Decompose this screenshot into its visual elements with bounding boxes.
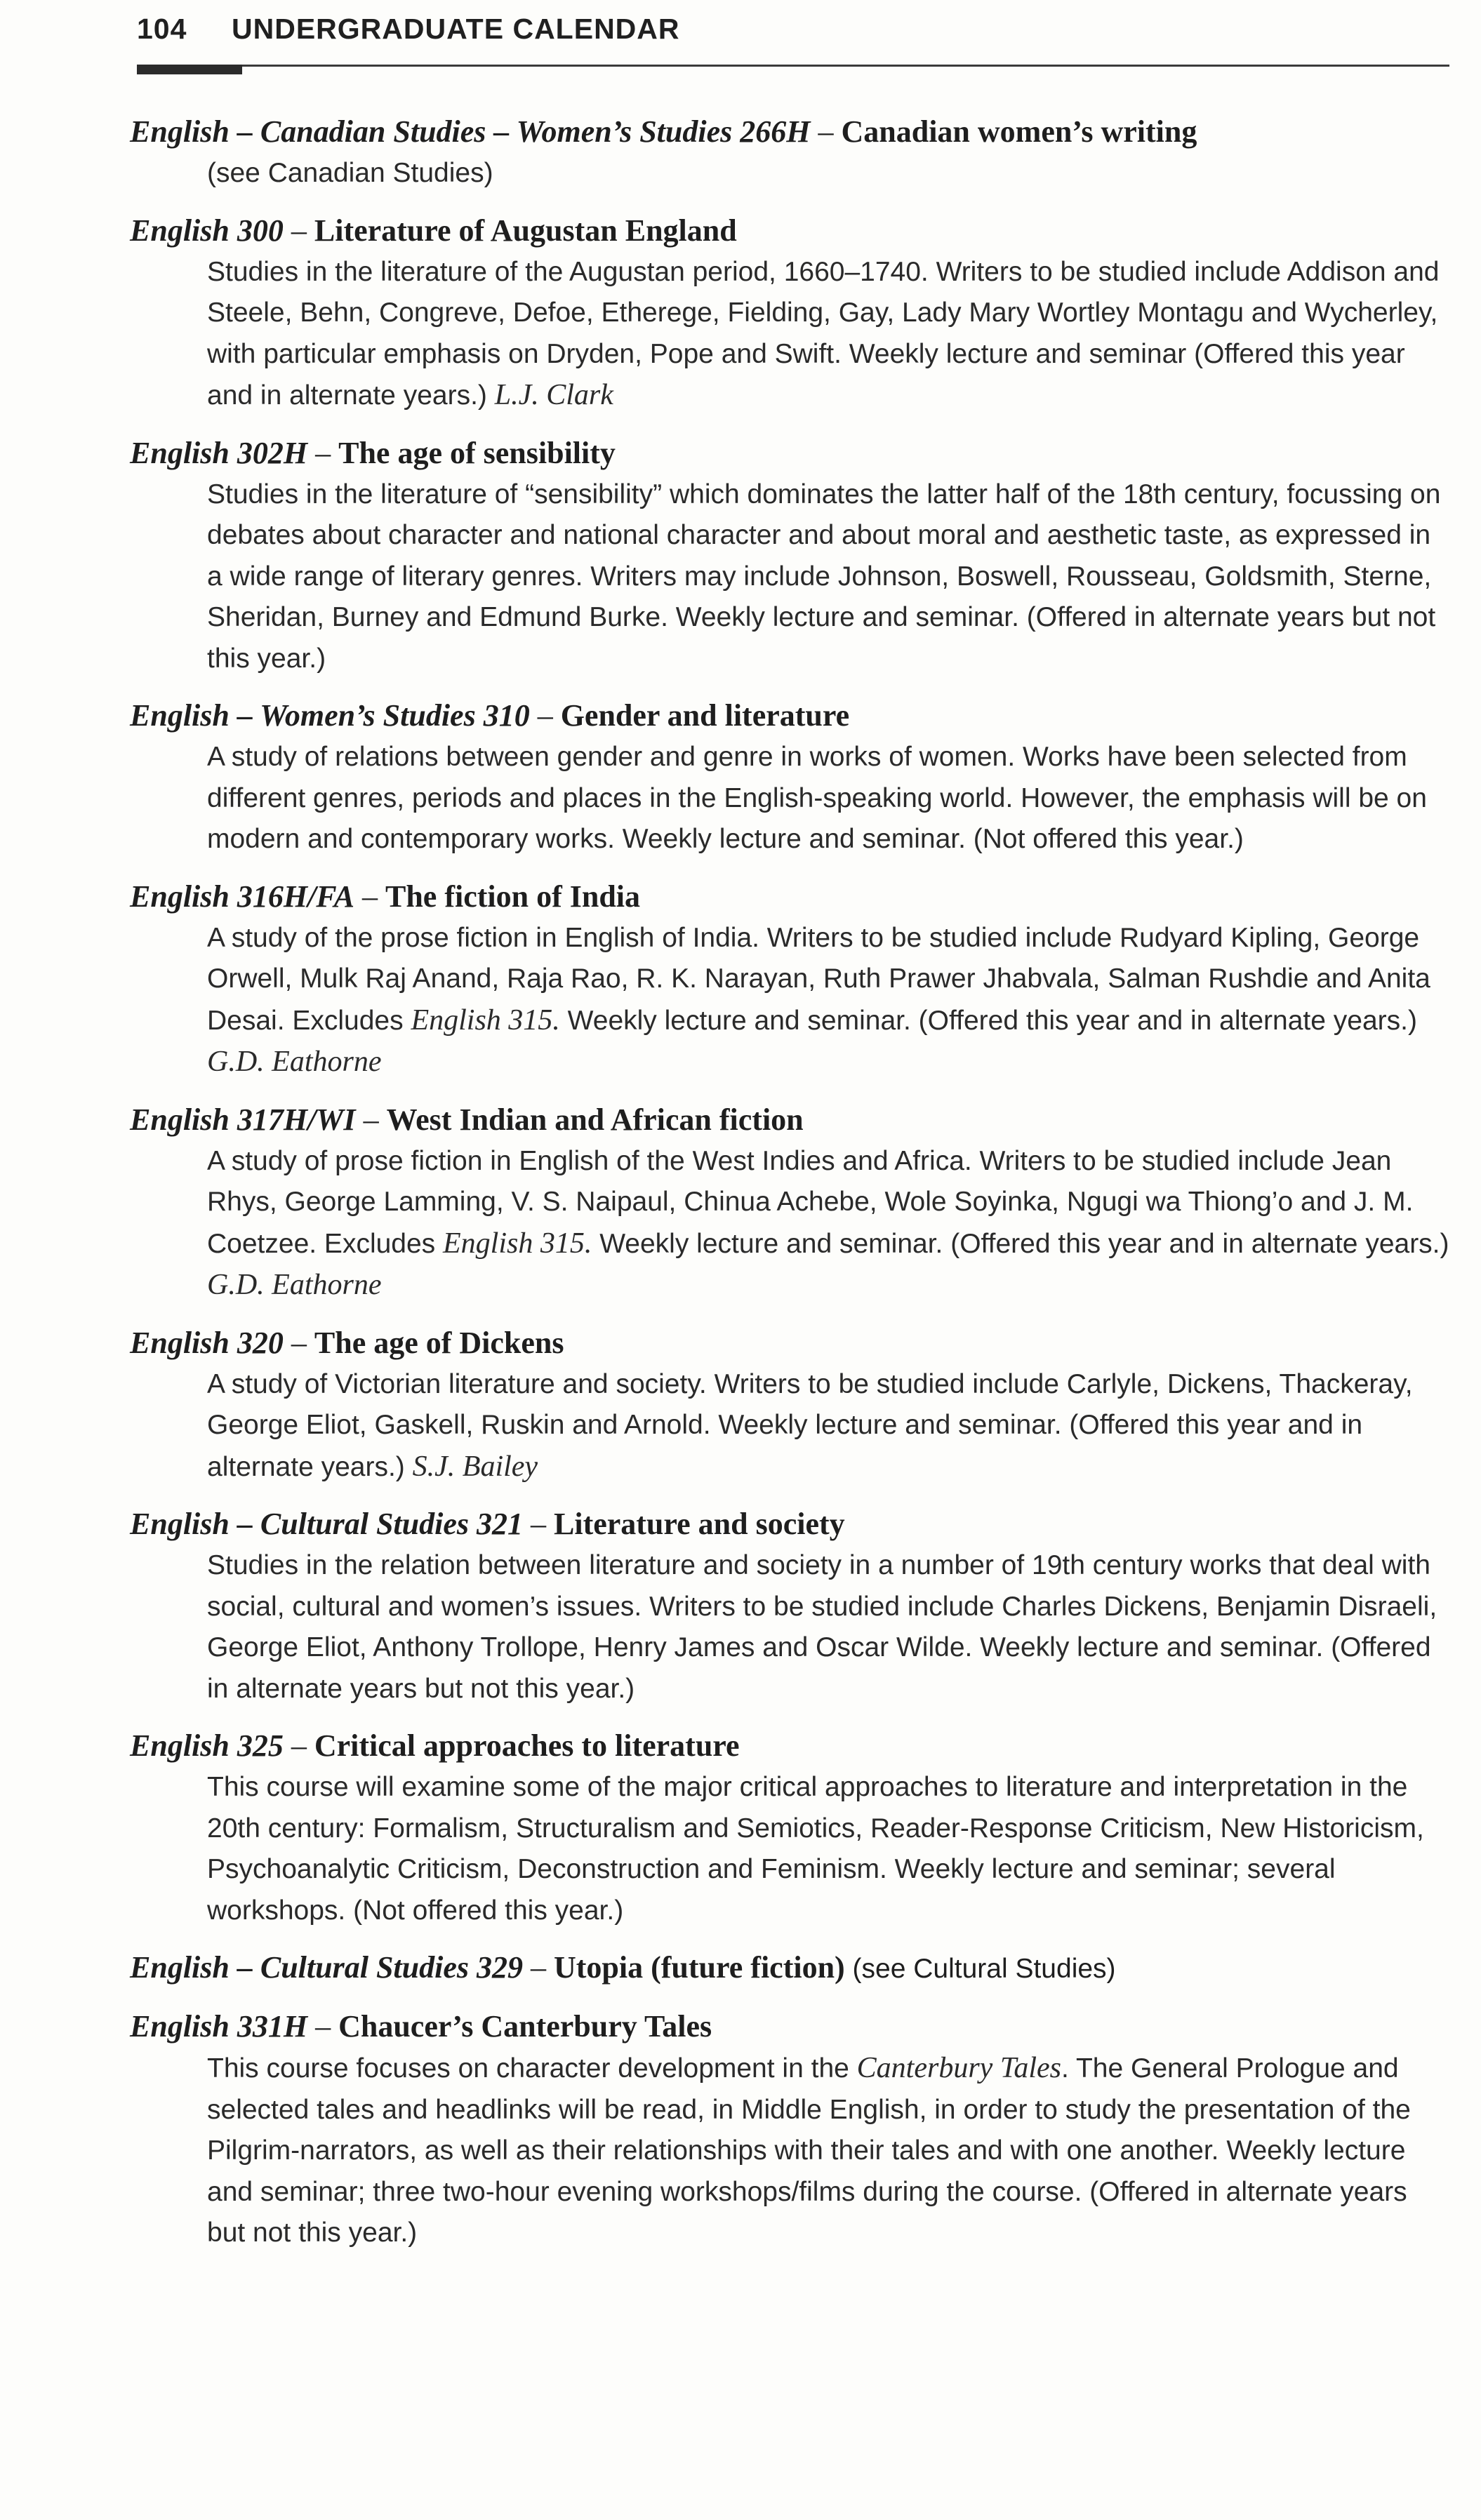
- course-description-text: Studies in the literature of the Augustan period, 1660–1740. Writers to be studied include Addison and Steele, Behn, Congreve, Defoe, Etherege, Fielding, Gay, Lady Mary Wortley Montagu and Wycherley, with particular emphasis on Dryden, Pope and Swift. Weekly lecture and seminar (Offered this year and in alternate years.): [207, 256, 1440, 411]
- course-description-text: (see Canadian Studies): [207, 158, 493, 188]
- course-title: Gender and literature: [560, 698, 850, 733]
- course-heading: [130, 1503, 1449, 1545]
- course-separator: –: [283, 1728, 314, 1763]
- course-code: English 300: [130, 213, 284, 248]
- course-code: English 317H/WI: [130, 1102, 356, 1137]
- header-rule: [137, 65, 1449, 67]
- course-title: Literature of Augustan England: [314, 213, 737, 248]
- course-separator: –: [523, 1507, 554, 1541]
- course-reference: English 315.: [443, 1227, 592, 1260]
- course-title: Literature and society: [554, 1507, 845, 1541]
- course-title: Utopia (future fiction): [554, 1950, 845, 1985]
- course-heading: [130, 695, 1449, 737]
- course-title: Critical approaches to literature: [314, 1728, 740, 1763]
- course-description-text: A study of the prose fiction in English of India. Writers to be studied include Rudyard Kipling, George Orwell, Mulk Raj Anand, Raja Rao, R. K. Narayan, Ruth Prawer Jhabvala, Salman Rushdie and Anita Desai. Excludes: [207, 922, 1430, 1036]
- course-separator: –: [307, 2009, 339, 2044]
- course-description: [207, 153, 1449, 194]
- course-code: English – Women’s Studies 310: [130, 698, 530, 733]
- course-code: English 302H: [130, 435, 308, 470]
- page-header: [137, 13, 1449, 46]
- course-entry: [130, 1099, 1449, 1307]
- course-description-text: A study of Victorian literature and society. Writers to be studied include Carlyle, Dickens, Thackeray, George Eliot, Gaskell, Ruskin and Arnold. Weekly lecture and seminar. (Offered this year and in alternate years.): [207, 1368, 1413, 1482]
- course-reference: English 315.: [411, 1004, 560, 1036]
- course-heading: [130, 1322, 1449, 1364]
- course-code: English 331H: [130, 2009, 308, 2044]
- course-separator: –: [283, 213, 314, 248]
- course-code: English 325: [130, 1728, 284, 1763]
- course-description: [207, 918, 1449, 1084]
- course-description-text: This course focuses on character development in the: [207, 2053, 857, 2084]
- course-instructor: L.J. Clark: [494, 379, 613, 411]
- course-entry: [130, 1725, 1449, 1931]
- course-heading: [130, 876, 1449, 918]
- course-instructor: S.J. Bailey: [412, 1450, 538, 1483]
- course-description: [207, 1364, 1449, 1488]
- course-separator: –: [307, 435, 339, 470]
- course-code: English 316H/FA: [130, 879, 354, 914]
- course-description: [207, 1767, 1449, 1931]
- course-separator: –: [810, 114, 842, 149]
- course-separator: –: [283, 1325, 314, 1360]
- course-entry: [130, 111, 1449, 194]
- course-description-text: A study of prose fiction in English of the West Indies and Africa. Writers to be studied include Jean Rhys, George Lamming, V. S. Naipaul, Chinua Achebe, Wole Soyinka, Ngugi wa Thiong’o and J. M. Coetzee. Excludes: [207, 1145, 1414, 1259]
- course-heading: [130, 1947, 1449, 1990]
- course-separator: –: [355, 1102, 387, 1137]
- course-title: West Indian and African fiction: [386, 1102, 804, 1137]
- course-title: Canadian women’s writing: [841, 114, 1197, 149]
- course-description-text: Weekly lecture and seminar. (Offered this year and in alternate years.): [592, 1228, 1449, 1259]
- course-description: [207, 1141, 1449, 1307]
- course-title: Chaucer’s Canterbury Tales: [338, 2009, 712, 2044]
- course-entry: [130, 695, 1449, 860]
- course-code: English – Canadian Studies – Women’s Studies 266H: [130, 114, 811, 149]
- course-description: [207, 2048, 1449, 2254]
- course-code: English 320: [130, 1325, 284, 1360]
- course-separator: –: [523, 1950, 554, 1985]
- course-instructor: G.D. Eathorne: [207, 1046, 382, 1078]
- course-description-text: . The General Prologue and selected tales and headlinks will be read, in Middle English, in order to study the presentation of the Pilgrim-narrators, as well as their relationships with their tales and with one another. Weekly lecture and seminar; three two-hour evening workshops/films during the course. (Offered in alternate years but not this year.): [207, 2053, 1411, 2248]
- course-separator: –: [354, 879, 385, 914]
- course-see-also: (see Cultural Studies): [844, 1954, 1116, 1984]
- course-entry: [130, 876, 1449, 1084]
- course-title: The fiction of India: [385, 879, 641, 914]
- course-heading: [130, 1099, 1449, 1141]
- course-entry: [130, 210, 1449, 417]
- course-title: The age of sensibility: [338, 435, 616, 470]
- course-code: English – Cultural Studies 329: [130, 1950, 523, 1985]
- course-description-text: Studies in the literature of “sensibility” which dominates the latter half of the 18th century, focussing on debates about character and national character and about moral and aesthetic taste, as expressed in a wide range of literary genres. Writers may include Johnson, Boswell, Rousseau, Goldsmith, Sterne, Sheridan, Burney and Edmund Burke. Weekly lecture and seminar. (Offered in alternate years but not this year.): [207, 479, 1441, 674]
- course-separator: –: [529, 698, 561, 733]
- course-heading: [130, 210, 1449, 252]
- course-heading: [130, 1725, 1449, 1767]
- course-list: [130, 111, 1449, 2269]
- course-entry: [130, 1503, 1449, 1709]
- header-rule-tab: [137, 65, 242, 74]
- course-description-text: Weekly lecture and seminar. (Offered this year and in alternate years.): [559, 1005, 1417, 1036]
- course-instructor: G.D. Eathorne: [207, 1269, 382, 1301]
- course-heading: [130, 2006, 1449, 2048]
- course-entry: [130, 2006, 1449, 2254]
- course-reference: Canterbury Tales: [856, 2052, 1061, 2084]
- course-description: [207, 474, 1449, 680]
- course-entry: [130, 432, 1449, 680]
- course-entry: [130, 1322, 1449, 1488]
- page-number: 104: [137, 13, 187, 45]
- course-description: [207, 737, 1449, 860]
- course-heading: [130, 111, 1449, 153]
- course-entry: [130, 1947, 1449, 1990]
- course-heading: [130, 432, 1449, 474]
- course-code: English – Cultural Studies 321: [130, 1507, 523, 1541]
- course-description-text: This course will examine some of the major critical approaches to literature and interpretation in the 20th century: Formalism, Structuralism and Semiotics, Reader-Response Criticism, New Historicism, Psychoanalytic Criticism, Deconstruction and Feminism. Weekly lecture and seminar; several workshops. (Not offered this year.): [207, 1772, 1424, 1926]
- course-description-text: Studies in the relation between literature and society in a number of 19th century works that deal with social, cultural and women’s issues. Writers to be studied include Charles Dickens, Benjamin Disraeli, George Eliot, Anthony Trollope, Henry James and Oscar Wilde. Weekly lecture and seminar. (Offered in alternate years but not this year.): [207, 1550, 1437, 1704]
- running-title: UNDERGRADUATE CALENDAR: [232, 13, 680, 45]
- course-description-text: A study of relations between gender and genre in works of women. Works have been selected from different genres, periods and places in the English-speaking world. However, the emphasis will be on modern and contemporary works. Weekly lecture and seminar. (Not offered this year.): [207, 742, 1427, 854]
- course-title: The age of Dickens: [314, 1325, 564, 1360]
- course-description: [207, 1545, 1449, 1709]
- course-description: [207, 252, 1449, 417]
